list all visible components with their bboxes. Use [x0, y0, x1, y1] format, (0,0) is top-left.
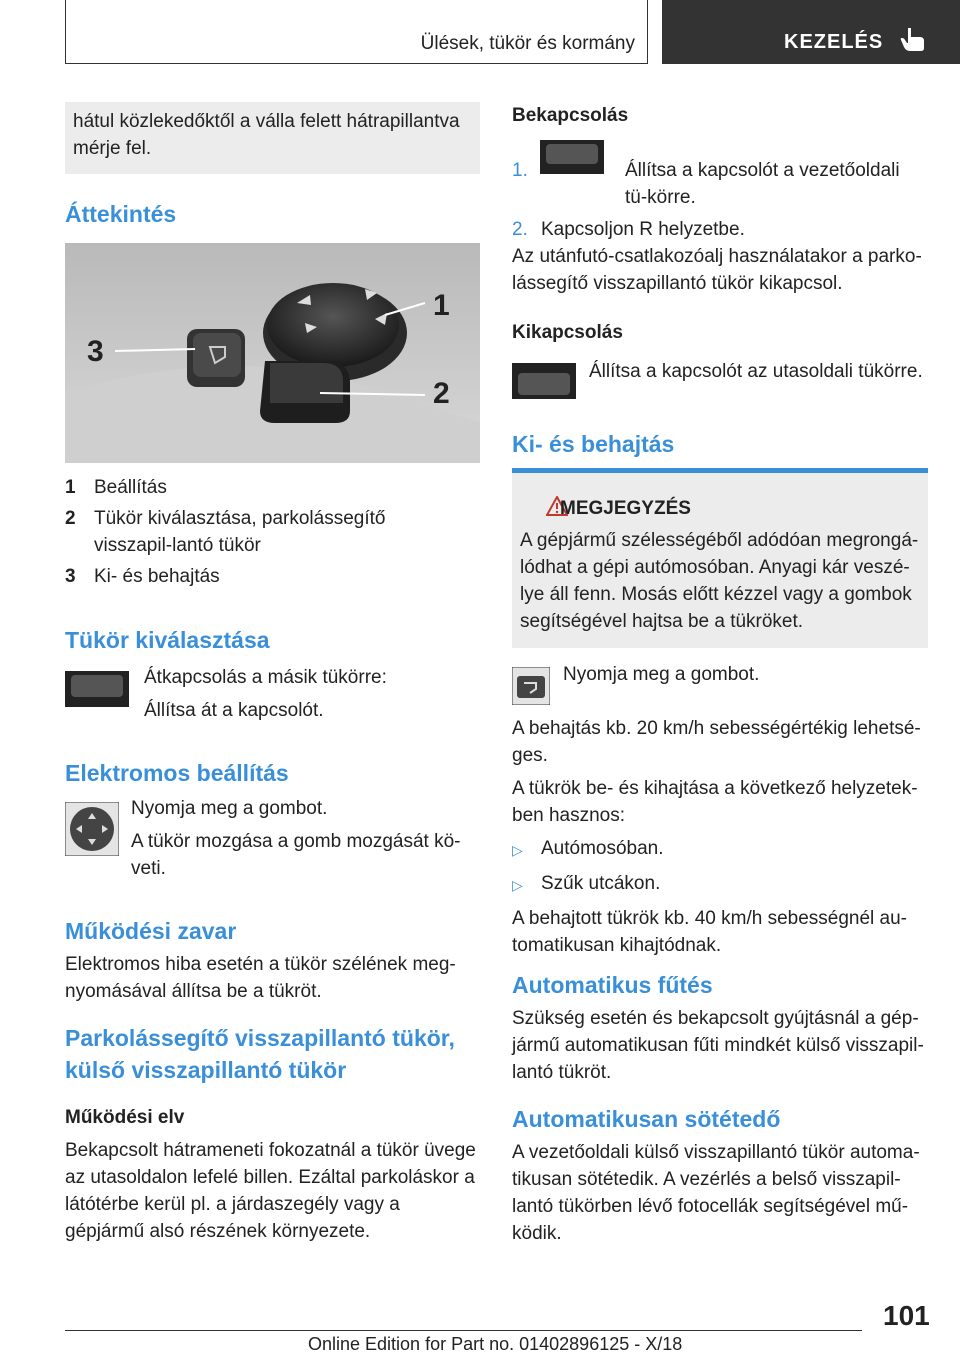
notice-text: A gépjármű szélességéből adódóan megrongá-lódhat a gépi autómosóban. Anyagi kár veszé-lye áll fenn. Mosás előtt kézzel vagy a gombok segítségével hajtsa be a tükröket. [520, 530, 919, 632]
figure-callout-2: 2 [433, 377, 450, 410]
edition-text: Online Edition for Part no. 01402896125 - X/18 [308, 1334, 683, 1354]
on-text: Az utánfutó-csatlakozóalj használatakor a parko-lássegítő visszapillantó tükör kikapcsol. [512, 246, 922, 294]
electric-text-2: A tükör mozgása a gomb mozgását kö-veti. [131, 831, 461, 879]
page-number: 101 [883, 1300, 930, 1331]
heat-heading: Automatikus fűtés [512, 972, 713, 998]
step-item: 1. Állítsa a kapcsolót a vezetőoldali tü-körre. [512, 160, 900, 208]
overview-heading: Áttekintés [65, 201, 177, 227]
dim-heading: Automatikusan sötétedő [512, 1106, 781, 1132]
heat-text: Szükség esetén és bekapcsolt gyújtásnál a gép-jármű automatikusan fűti mindkét külső visszapil-lantó tükröt. [512, 1008, 924, 1083]
figure-legend [65, 474, 480, 590]
triangle-bullet-icon: ▷ [512, 842, 523, 858]
switch-passenger-icon [512, 363, 576, 399]
figure-callout-3: 3 [87, 335, 104, 368]
header-section-box [662, 0, 960, 64]
figure-callout-1: 1 [433, 289, 450, 322]
off-text: Állítsa a kapcsolót az utasoldali tükörre. [589, 361, 923, 382]
header-chapter-box [65, 0, 648, 64]
select-heading: Tükör kiválasztása [65, 627, 270, 653]
notice-title: MEGJEGYZÉS [560, 498, 691, 519]
fault-heading: Működési zavar [65, 918, 237, 944]
chapter-title: Ülések, tükör és kormány [420, 33, 635, 54]
switch-button-icon [65, 671, 129, 707]
fold-text-1: A behajtás kb. 20 km/h sebességértékig lehetsé-ges. [512, 718, 921, 766]
section-title: KEZELÉS [784, 31, 884, 53]
on-heading: Bekapcsolás [512, 105, 629, 126]
intro-box [65, 102, 480, 174]
legend-item: 1 Beállítás [65, 477, 167, 498]
legend-item: 3 Ki- és behajtás [65, 566, 220, 587]
step-item: 2. Kapcsoljon R helyzetbe. [512, 219, 745, 240]
direction-pad-icon [65, 802, 119, 856]
fold-text-3: A behajtott tükrök kb. 40 km/h sebességnél au-tomatikusan kihajtódnak. [512, 908, 908, 956]
intro-text: hátul közlekedőktől a válla felett hátrapillantva mérje fel. [73, 111, 460, 159]
dim-text: A vezetőoldali külső visszapillantó tükör automa-tikusan sötétedik. A vezérlés a belső visszapil-lantó tükörben lévő fotocellák segítségével mű-ködik. [512, 1142, 920, 1244]
fold-press-text: Nyomja meg a gombot. [563, 664, 760, 685]
mirror-control-figure [65, 243, 480, 463]
select-text-1: Átkapcsolás a másik tükörre: [144, 667, 387, 688]
park-heading: Parkolássegítő visszapillantó tükör, külső visszapillantó tükör [65, 1025, 455, 1083]
notice-bar [512, 468, 928, 473]
fold-button-icon [512, 667, 550, 705]
fold-bullet: ▷ Autómosóban. [512, 835, 928, 864]
legend-item: 2 Tükör kiválasztása, parkolássegítő visszapil-lantó tükör [65, 508, 386, 556]
on-steps [512, 157, 928, 243]
notice-box [512, 468, 928, 648]
triangle-bullet-icon: ▷ [512, 877, 523, 893]
select-text-2: Állítsa át a kapcsolót. [144, 700, 324, 721]
footer-divider [65, 1330, 862, 1331]
pointing-hand-icon [898, 26, 926, 52]
fault-text: Elektromos hiba esetén a tükör szélének meg-nyomásával állítsa be a tükröt. [65, 954, 456, 1002]
electric-text-1: Nyomja meg a gombot. [131, 798, 328, 819]
principle-heading: Működési elv [65, 1107, 185, 1128]
fold-bullet: ▷ Szűk utcákon. [512, 870, 928, 899]
fold-text-2: A tükrök be- és kihajtása a következő helyzetek-ben hasznos: [512, 778, 918, 826]
electric-heading: Elektromos beállítás [65, 760, 289, 786]
off-heading: Kikapcsolás [512, 322, 623, 343]
fold-heading: Ki- és behajtás [512, 431, 675, 457]
principle-text: Bekapcsolt hátrameneti fokozatnál a tükör üvege az utasoldalon lefelé billen. Ezáltal parkoláskor a látótérbe kerül pl. a járdaszegély vagy a gépjármű alsó részének környezete. [65, 1140, 476, 1242]
